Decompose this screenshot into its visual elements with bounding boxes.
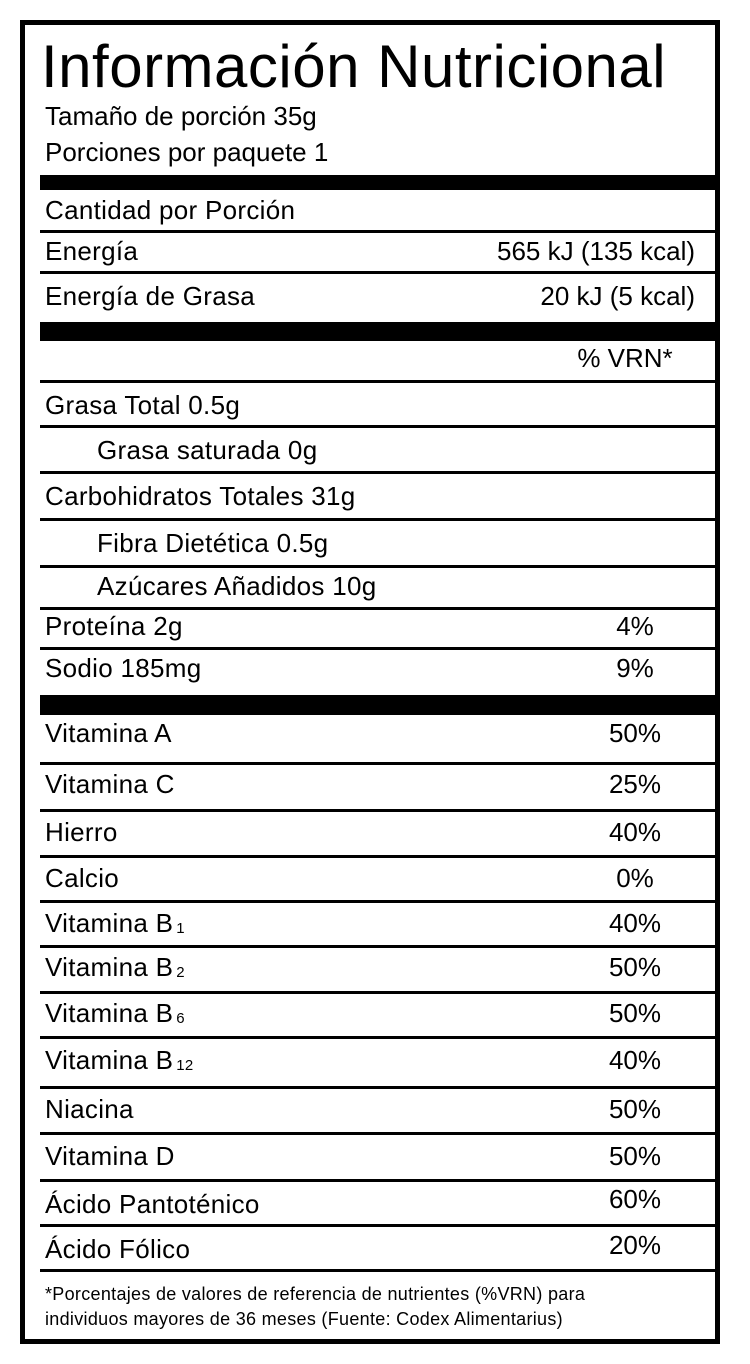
fiber-label: Fibra Dietética 0.5g — [97, 528, 329, 558]
footnote — [45, 1282, 585, 1332]
iron-row — [40, 812, 715, 854]
vitamin-a-pct: 50% — [608, 718, 662, 748]
energy-fat-label: Energía de Grasa — [45, 281, 256, 311]
vrn-header-row — [40, 341, 715, 380]
calcium-row — [40, 858, 715, 900]
vitamin-b1-subscript: 1 — [176, 920, 185, 937]
vitamin-c-pct: 25% — [608, 769, 662, 799]
energy-row — [40, 233, 715, 273]
vitamin-d-pct: 50% — [608, 1141, 662, 1171]
nutrition-label — [20, 20, 720, 1344]
total-carbs-row — [40, 474, 715, 518]
iron-label: Hierro — [45, 817, 118, 847]
folic-acid-label: Ácido Fólico — [45, 1234, 191, 1264]
vitamin-d-row — [40, 1135, 715, 1178]
vitamin-c-row — [40, 765, 715, 806]
total-fat-row — [40, 383, 715, 427]
niacin-label: Niacina — [45, 1094, 134, 1124]
vitamin-b1-row — [40, 903, 715, 945]
pantothenic-acid-label: Ácido Pantoténico — [45, 1189, 260, 1219]
vitamin-b2-row — [40, 948, 715, 989]
total-carbs-label: Carbohidratos Totales 31g — [45, 481, 356, 511]
vitamin-b1-label: Vitamina B 1 — [45, 908, 185, 938]
energy-value: 565 kJ (135 kcal) — [497, 236, 695, 266]
iron-pct: 40% — [608, 817, 662, 847]
energy-label: Energía — [45, 236, 139, 266]
vitamin-b2-subscript: 2 — [176, 964, 185, 981]
thick-divider — [40, 695, 715, 715]
vitamin-b12-pct: 40% — [608, 1045, 662, 1075]
vitamin-b6-pct: 50% — [608, 998, 662, 1028]
vitamin-d-label: Vitamina D — [45, 1141, 175, 1171]
energy-fat-value: 20 kJ (5 kcal) — [540, 281, 695, 311]
serving-size: Tamaño de porción 35g — [45, 101, 317, 131]
fiber-row — [40, 521, 715, 565]
footnote-line-2: individuos mayores de 36 meses (Fuente: Codex Alimentarius) — [45, 1309, 563, 1329]
protein-label: Proteína 2g — [45, 611, 183, 641]
vrn-header: % VRN* — [577, 343, 673, 373]
vitamin-b1-pct: 40% — [608, 908, 662, 938]
servings-per-package: Porciones por paquete 1 — [45, 137, 329, 167]
vitamin-b2-label: Vitamina B 2 — [45, 952, 185, 982]
sodium-row — [40, 650, 715, 690]
protein-row — [40, 610, 715, 648]
amount-per-serving-row — [40, 190, 715, 232]
sodium-pct: 9% — [616, 653, 654, 683]
niacin-pct: 50% — [608, 1094, 662, 1124]
vitamin-a-row — [40, 715, 715, 755]
vitamin-b6-label: Vitamina B 6 — [45, 998, 185, 1028]
total-fat-label: Grasa Total 0.5g — [45, 390, 241, 420]
calcium-pct: 0% — [616, 863, 654, 893]
vitamin-b12-row — [40, 1039, 715, 1082]
vitamin-b12-subscript: 12 — [176, 1057, 194, 1074]
calcium-label: Calcio — [45, 863, 120, 893]
vitamin-a-label: Vitamina A — [45, 718, 172, 748]
thick-divider — [40, 175, 715, 190]
added-sugars-label: Azúcares Añadidos 10g — [97, 571, 377, 601]
saturated-fat-label: Grasa saturada 0g — [97, 435, 318, 465]
saturated-fat-row — [40, 428, 715, 472]
vitamin-b6-row — [40, 994, 715, 1035]
niacin-row — [40, 1089, 715, 1131]
folic-acid-pct: 20% — [608, 1230, 662, 1260]
vitamin-b6-subscript: 6 — [176, 1010, 185, 1027]
amount-per-serving-label: Cantidad por Porción — [45, 195, 296, 225]
pantothenic-acid-row — [40, 1182, 715, 1226]
footnote-line-1: *Porcentajes de valores de referencia de nutrientes (%VRN) para — [45, 1284, 586, 1304]
sodium-label: Sodio 185mg — [45, 653, 202, 683]
vitamin-b2-pct: 50% — [608, 952, 662, 982]
energy-fat-row — [40, 274, 715, 318]
divider — [40, 1269, 715, 1272]
label-title: Información Nutricional — [41, 33, 667, 100]
pantothenic-acid-pct: 60% — [608, 1184, 662, 1214]
added-sugars-row — [40, 568, 715, 608]
folic-acid-row — [40, 1227, 715, 1271]
thick-divider — [40, 322, 715, 341]
vitamin-b12-label: Vitamina B 12 — [45, 1045, 194, 1075]
protein-pct: 4% — [616, 611, 654, 641]
vitamin-c-label: Vitamina C — [45, 769, 175, 799]
